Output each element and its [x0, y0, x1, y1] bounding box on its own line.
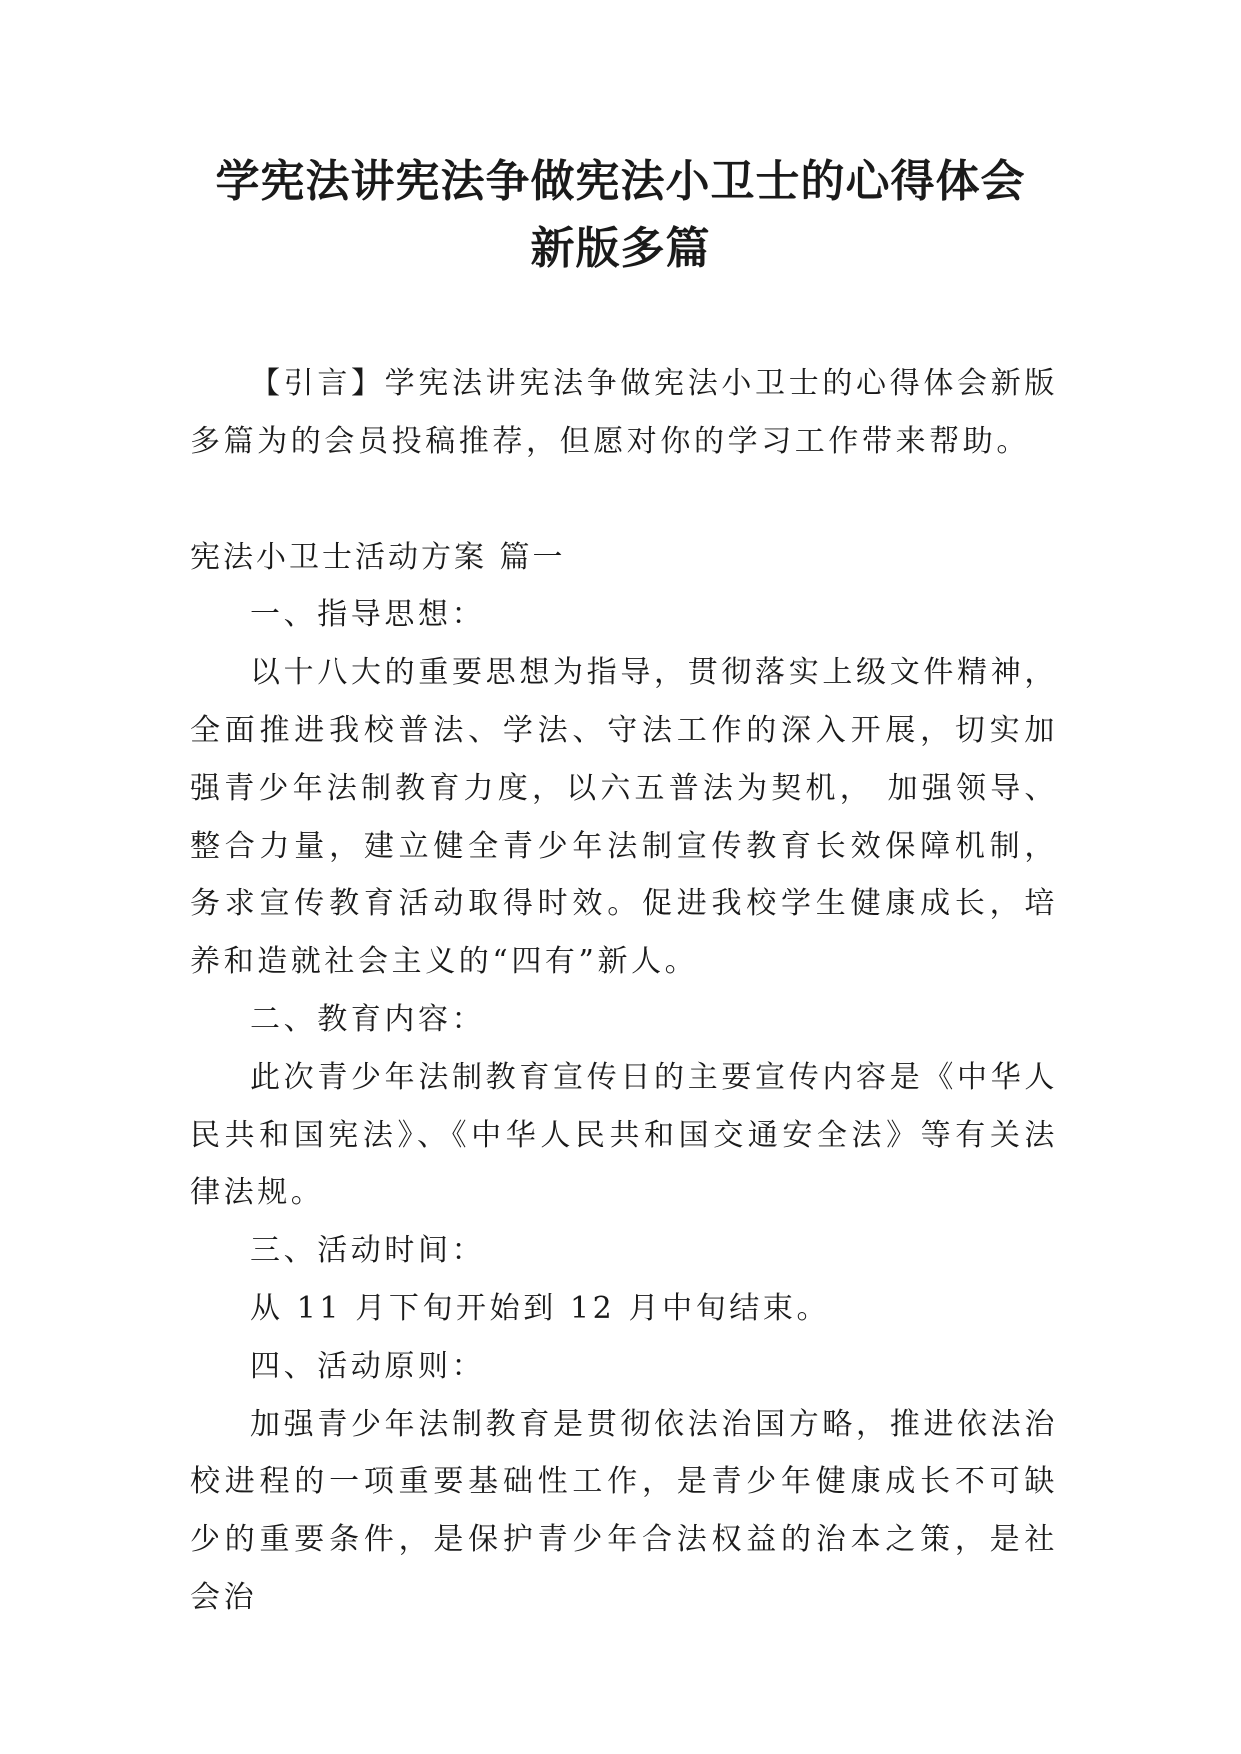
- intro-paragraph: 【引言】学宪法讲宪法争做宪法小卫士的心得体会新版多篇为的会员投稿推荐，但愿对你的学习工作带来帮助。: [190, 366, 1058, 459]
- paragraph-education-content: 此次青少年法制教育宣传日的主要宣传内容是《中华人民共和国宪法》、《中华人民共和国交通安全法》等有关法律法规。: [190, 1059, 1058, 1211]
- paragraph-guiding-ideology: 以十八大的重要思想为指导，贯彻落实上级文件精神，全面推进我校普法、学法、守法工作的深入开展，切实加强青少年法制教育力度，以六五普法为契机， 加强领导、整合力量，建立健全青少年法制宣传教育长效保障机制，务求宣传教育活动取得时效。促进我校学生健康成长，培养和造就社会主义的“四有”新人。: [190, 655, 1058, 980]
- document-body: [190, 355, 1058, 1627]
- document-title-line2: 新版多篇: [530, 223, 711, 274]
- spacer: [190, 471, 1058, 529]
- heading-education-content: 二、教育内容：: [250, 1001, 486, 1037]
- section-heading: 宪法小卫士活动方案 篇一: [190, 539, 566, 575]
- heading-activity-time: 三、活动时间：: [250, 1233, 486, 1269]
- document-title-line1: 学宪法讲宪法争做宪法小卫士的心得体会: [215, 156, 1026, 207]
- heading-guiding-ideology: 一、指导思想：: [250, 597, 486, 633]
- paragraph-activity-principles: 加强青少年法制教育是贯彻依法治国方略，推进依法治校进程的一项重要基础性工作，是青少年健康成长不可缺少的重要条件，是保护青少年合法权益的治本之策，是社会治: [190, 1406, 1058, 1615]
- heading-activity-principles: 四、活动原则：: [250, 1348, 486, 1384]
- paragraph-activity-time: 从 11 月下旬开始到 12 月中旬结束。: [250, 1290, 831, 1326]
